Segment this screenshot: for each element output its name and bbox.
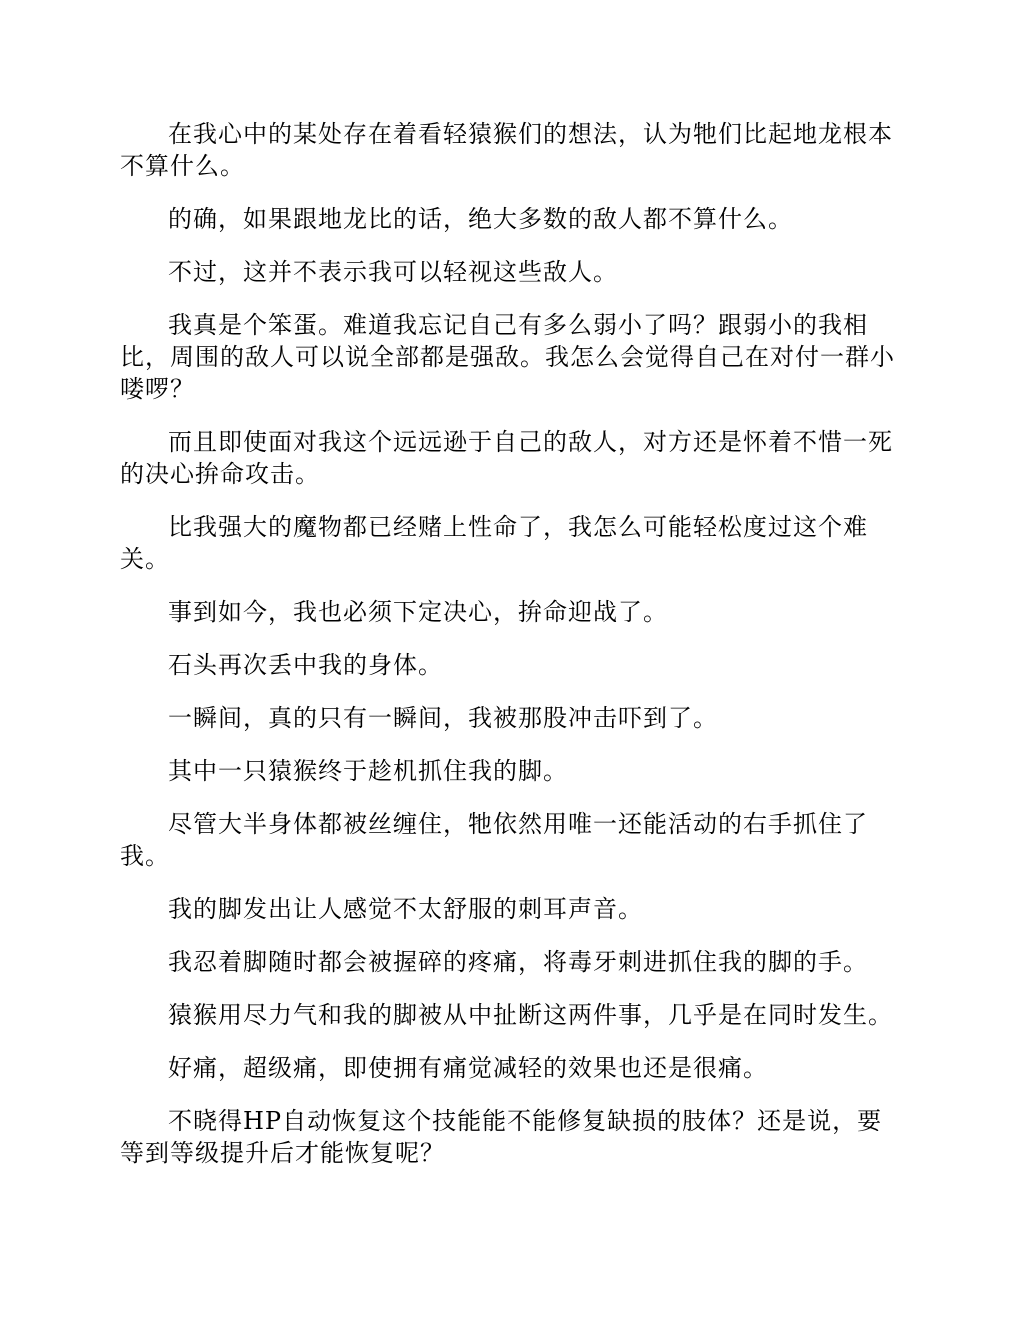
paragraph: 一瞬间，真的只有一瞬间，我被那股冲击吓到了。 (168, 704, 718, 732)
paragraph: 我的脚发出让人感觉不太舒服的刺耳声音。 (168, 895, 643, 923)
paragraph: 我真是个笨蛋。难道我忘记自己有多么弱小了吗？跟弱小的我相比，周围的敌人可以说全部都是强敌。我怎么会觉得自己在对付一群小喽啰？ (120, 311, 895, 403)
paragraph: 不过，这并不表示我可以轻视这些敌人。 (168, 258, 618, 286)
paragraph: 好痛，超级痛，即使拥有痛觉减轻的效果也还是很痛。 (168, 1054, 768, 1082)
paragraph: 比我强大的魔物都已经赌上性命了，我怎么可能轻松度过这个难关。 (120, 513, 868, 573)
paragraph: 在我心中的某处存在着看轻猿猴们的想法，认为牠们比起地龙根本不算什么。 (120, 120, 893, 180)
paragraph: 其中一只猿猴终于趁机抓住我的脚。 (168, 757, 568, 785)
paragraph: 的确，如果跟地龙比的话，绝大多数的敌人都不算什么。 (168, 205, 793, 233)
paragraph: 我忍着脚随时都会被握碎的疼痛，将毒牙刺进抓住我的脚的手。 (168, 948, 868, 976)
paragraph: 而且即使面对我这个远远逊于自己的敌人，对方还是怀着不惜一死的决心拚命攻击。 (120, 428, 893, 488)
paragraph: 不晓得HP自动恢复这个技能能不能修复缺损的肢体？还是说，要等到等级提升后才能恢复呢？ (120, 1107, 883, 1167)
paragraph: 猿猴用尽力气和我的脚被从中扯断这两件事，几乎是在同时发生。 (168, 1001, 893, 1029)
paragraph: 石头再次丢中我的身体。 (168, 651, 443, 679)
paragraph: 事到如今，我也必须下定决心，拚命迎战了。 (168, 598, 668, 626)
document-page (120, 118, 896, 1190)
paragraph: 尽管大半身体都被丝缠住，牠依然用唯一还能活动的右手抓住了我。 (120, 810, 868, 870)
